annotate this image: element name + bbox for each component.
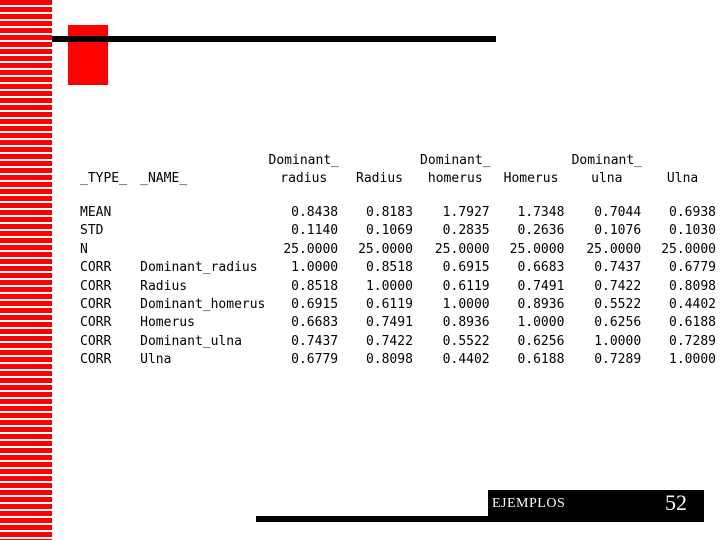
table-cell: Radius: [140, 278, 188, 294]
table-cell: 0.8936: [517, 297, 565, 313]
table-cell: 0.7044: [594, 205, 642, 220]
table-cell: 0.7422: [594, 278, 642, 294]
table-cell: CORR: [80, 352, 112, 368]
table-cell: 1.0000: [517, 315, 565, 331]
table-cell: 1.7348: [517, 205, 565, 220]
top-rule: [52, 36, 496, 42]
table-cell: CORR: [80, 315, 112, 331]
table-cell: 0.8936: [442, 315, 490, 331]
table-row: [76, 204, 720, 222]
table-cell: MEAN: [80, 205, 112, 220]
table-cell: [136, 241, 265, 259]
table-row: [76, 351, 720, 369]
column-header: Dominant_ radius: [268, 153, 339, 186]
column-header: _NAME_: [140, 171, 188, 186]
table-cell: 0.6188: [517, 352, 565, 368]
table-cell: 0.5522: [442, 333, 490, 349]
table-cell: 0.7289: [669, 333, 716, 349]
table-cell: 0.2636: [517, 223, 565, 239]
table-cell: 0.6938: [669, 205, 716, 220]
table-cell: 0.1140: [291, 223, 339, 239]
table-cell: 0.6915: [291, 297, 339, 313]
table-cell: 0.7289: [594, 352, 642, 368]
table-cell: Ulna: [140, 352, 172, 368]
table-cell: 1.0000: [442, 297, 490, 313]
table-cell: 0.6256: [594, 315, 642, 331]
table-cell: Dominant_ulna: [140, 333, 242, 349]
table-cell: 0.7422: [365, 333, 413, 349]
table-cell: 25.0000: [358, 241, 413, 257]
table-row: [76, 296, 720, 314]
table-cell: CORR: [80, 297, 112, 313]
decorative-red-stripes: [0, 0, 52, 540]
table-cell: 0.8098: [365, 352, 413, 368]
correlation-table-wrapper: [76, 152, 720, 370]
column-header: Dominant_ homerus: [420, 153, 491, 186]
table-cell: 0.7491: [517, 278, 565, 294]
table-cell: 0.7437: [594, 260, 642, 276]
table-body: [76, 204, 720, 370]
table-cell: 25.0000: [661, 241, 716, 257]
table-cell: 0.5522: [594, 297, 642, 313]
table-row: [76, 241, 720, 259]
table-cell: 0.8518: [365, 260, 413, 276]
table-cell: 25.0000: [509, 241, 565, 257]
table-row: [76, 222, 720, 240]
table-cell: STD: [80, 223, 104, 239]
table-cell: 25.0000: [434, 241, 490, 257]
table-cell: CORR: [80, 333, 112, 349]
decorative-red-square: [68, 25, 108, 85]
table-cell: N: [80, 241, 88, 257]
table-header-row: [76, 152, 720, 204]
table-cell: 25.0000: [283, 241, 339, 257]
table-cell: 0.4402: [442, 352, 490, 368]
table-cell: 0.6119: [365, 297, 413, 313]
table-cell: 0.8518: [291, 278, 339, 294]
table-cell: 1.0000: [365, 278, 413, 294]
table-cell: 1.0000: [594, 333, 642, 349]
column-header: _TYPE_: [80, 171, 127, 186]
table-cell: 0.1030: [669, 223, 716, 239]
table-cell: 0.6683: [291, 315, 339, 331]
table-cell: 0.6779: [291, 352, 339, 368]
table-cell: Dominant_radius: [140, 260, 258, 276]
page-number: 52: [665, 490, 687, 515]
table-cell: 0.7437: [291, 333, 339, 349]
table-cell: 0.2835: [442, 223, 490, 239]
table-cell: [136, 222, 265, 240]
table-cell: Dominant_homerus: [140, 297, 266, 313]
table-cell: 0.6683: [517, 260, 565, 276]
table-cell: 1.0000: [669, 352, 716, 368]
table-cell: 0.8183: [365, 205, 413, 220]
table-cell: CORR: [80, 278, 112, 294]
table-cell: 0.8098: [669, 278, 716, 294]
table-cell: 0.1076: [594, 223, 642, 239]
table-row: [76, 259, 720, 277]
table-cell: 0.8438: [291, 205, 339, 220]
table-cell: 0.1069: [365, 223, 413, 239]
table-cell: 0.6119: [442, 278, 490, 294]
table-cell: 0.7491: [365, 315, 413, 331]
table-cell: CORR: [80, 260, 112, 276]
table-row: [76, 333, 720, 351]
table-cell: 0.6188: [669, 315, 716, 331]
correlation-table: [76, 152, 720, 370]
table-cell: 25.0000: [586, 241, 642, 257]
table-row: [76, 278, 720, 296]
table-cell: 0.4402: [669, 297, 716, 313]
table-cell: 1.7927: [442, 205, 490, 220]
table-cell: Homerus: [140, 315, 195, 331]
column-header: Ulna: [666, 171, 699, 186]
table-cell: 0.6779: [669, 260, 716, 276]
table-row: [76, 314, 720, 332]
column-header: Dominant_ ulna: [571, 153, 643, 186]
footer-label: EJEMPLOS: [492, 496, 566, 511]
table-cell: 1.0000: [291, 260, 339, 276]
table-cell: 0.6915: [442, 260, 490, 276]
table-cell: 0.6256: [517, 333, 565, 349]
table-cell: [136, 204, 265, 222]
column-header: Homerus: [503, 171, 559, 186]
column-header: Radius: [356, 171, 403, 186]
